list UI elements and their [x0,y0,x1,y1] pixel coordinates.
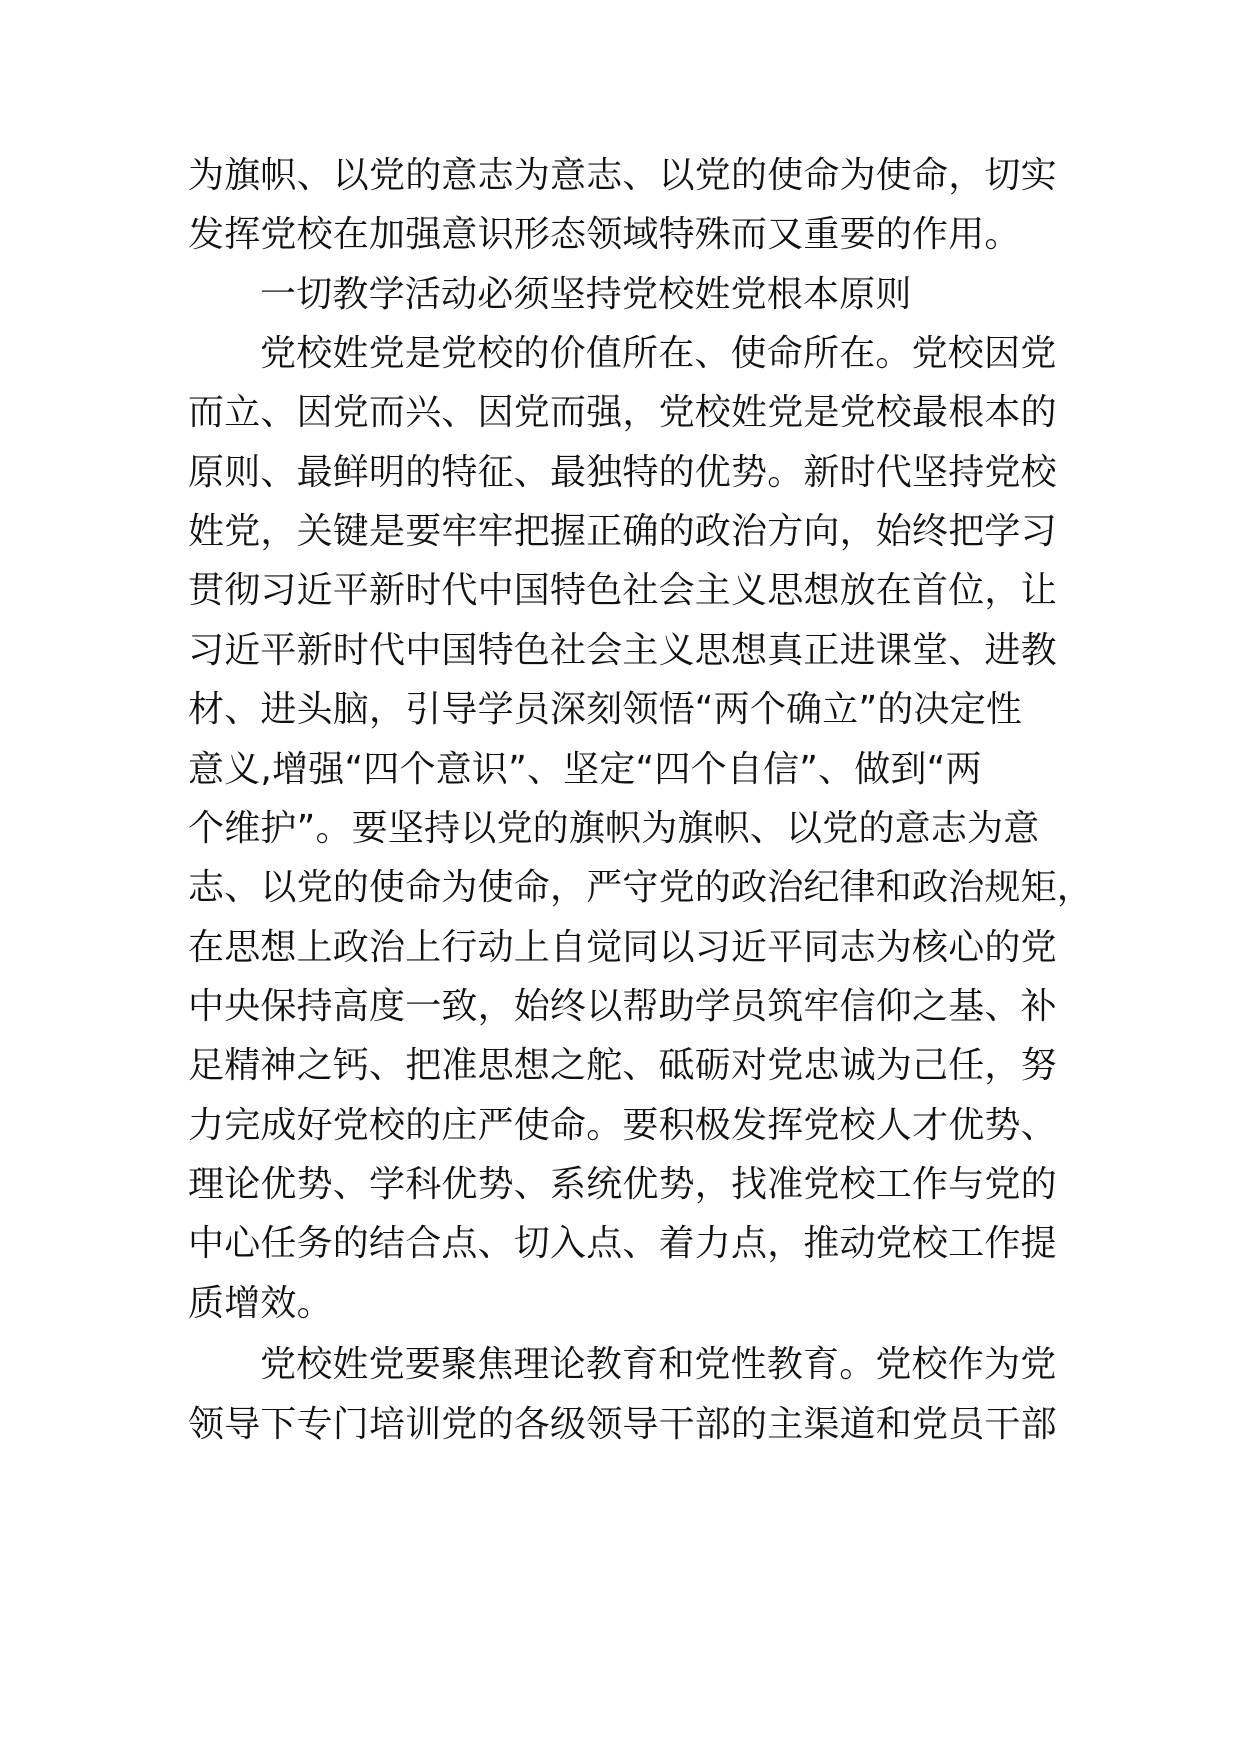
text-line: 力完成好党校的庄严使命。要积极发挥党校人才优势、 [188,1105,1057,1146]
text-line: 中心任务的结合点、切入点、着力点，推动党校工作提 [188,1223,1057,1264]
text-line: 志、以党的使命为使命，严守党的政治纪律和政治规矩， [188,867,1094,908]
text-line: 质增效。 [188,1283,333,1324]
text-line: 习近平新时代中国特色社会主义思想真正进课堂、进教 [188,630,1057,671]
text-line: 而立、因党而兴、因党而强，党校姓党是党校最根本的 [188,392,1057,433]
text-line: 为旗帜、以党的意志为意志、以党的使命为使命，切实 [188,155,1057,196]
text-line: 意义,增强“四个意识”、坚定“四个自信”、做到“两 [188,749,982,790]
text-line: 党校姓党要聚焦理论教育和党性教育。党校作为党 [260,1344,1057,1385]
text-line: 材、进头脑，引导学员深刻领悟“两个确立”的决定性 [188,689,1023,730]
section-heading: 一切教学活动必须坚持党校姓党根本原则 [260,274,912,315]
text-line: 原则、最鲜明的特征、最独特的优势。新时代坚持党校 [188,452,1057,493]
text-line: 发挥党校在加强意识形态领域特殊而又重要的作用。 [188,214,1021,255]
text-line: 贯彻习近平新时代中国特色社会主义思想放在首位，让 [188,570,1057,611]
text-line: 理论优势、学科优势、系统优势，找准党校工作与党的 [188,1164,1057,1205]
text-line: 中央保持高度一致，始终以帮助学员筑牢信仰之基、补 [188,986,1057,1027]
text-line: 个维护”。要坚持以党的旗帜为旗帜、以党的意志为意 [188,808,1040,849]
text-line: 在思想上政治上行动上自觉同以习近平同志为核心的党 [188,927,1057,968]
text-line: 足精神之钙、把准思想之舵、砥砺对党忠诚为己任，努 [188,1045,1057,1086]
text-line: 党校姓党是党校的价值所在、使命所在。党校因党 [260,333,1057,374]
text-line: 姓党，关键是要牢牢把握正确的政治方向，始终把学习 [188,511,1057,552]
text-line: 领导下专门培训党的各级领导干部的主渠道和党员干部 [188,1404,1057,1445]
